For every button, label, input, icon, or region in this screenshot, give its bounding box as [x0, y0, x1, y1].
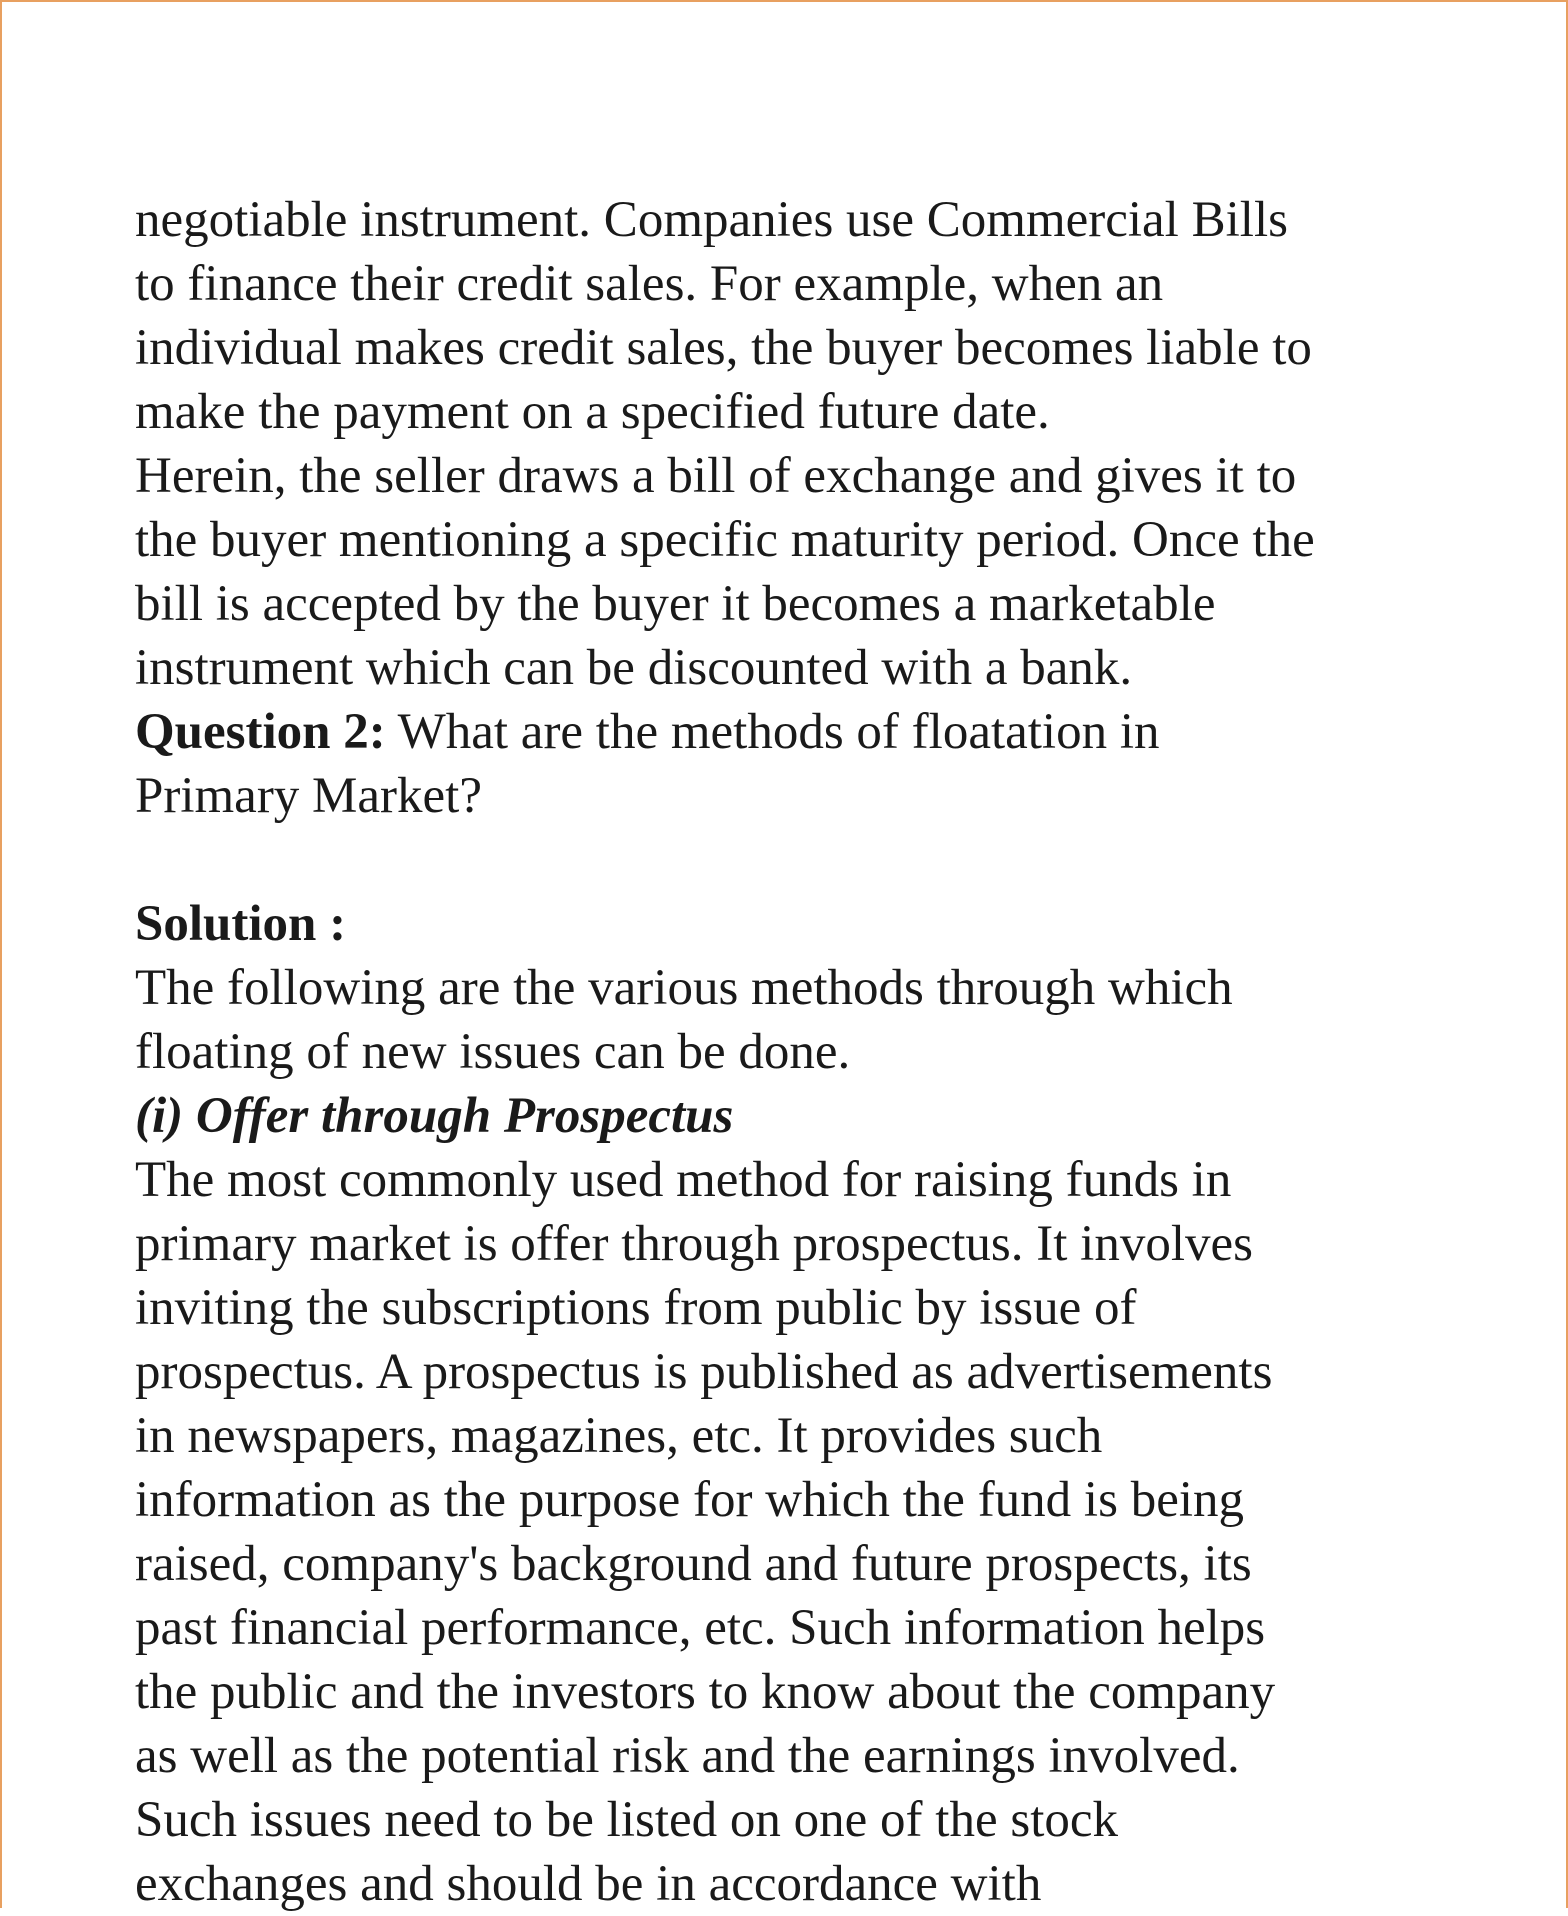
text-line: information as the purpose for which the fund is being [135, 1472, 1245, 1528]
question-text: What are the methods of floatation in [385, 704, 1160, 760]
text-line: as well as the potential risk and the earnings involved. [135, 1728, 1240, 1784]
spacer [135, 828, 1465, 892]
text-line: instrument which can be discounted with a bank. [135, 640, 1133, 696]
text-line: make the payment on a specified future date. [135, 384, 1050, 440]
text-line: the buyer mentioning a specific maturity period. Once the [135, 512, 1315, 568]
paragraph-commercial-bills [135, 188, 1465, 444]
question-label: Question 2: [135, 704, 386, 760]
solution-intro [135, 956, 1465, 1084]
text-line: in newspapers, magazines, etc. It provides such [135, 1408, 1103, 1464]
text-line: Herein, the seller draws a bill of exchange and gives it to [135, 448, 1297, 504]
question-line [135, 700, 1465, 764]
document-body [135, 188, 1465, 1916]
text-line: Such issues need to be listed on one of the stock [135, 1792, 1118, 1848]
question-block [135, 700, 1465, 828]
text-line: past financial performance, etc. Such information helps [135, 1600, 1266, 1656]
text-line: the public and the investors to know about the company [135, 1664, 1276, 1720]
paragraph-prospectus [135, 1148, 1465, 1916]
text-line: prospectus. A prospectus is published as advertisements [135, 1344, 1273, 1400]
text-line: inviting the subscriptions from public by issue of [135, 1280, 1137, 1336]
text-line: floating of new issues can be done. [135, 1024, 851, 1080]
text-line: The following are the various methods through which [135, 960, 1233, 1016]
solution-heading: Solution : [135, 896, 347, 952]
question-text-continued: Primary Market? [135, 768, 482, 824]
paragraph-bill-of-exchange [135, 444, 1465, 700]
text-line: raised, company's background and future prospects, its [135, 1536, 1252, 1592]
subheading-offer-through-prospectus: (i) Offer through Prospectus [135, 1088, 734, 1144]
text-line: negotiable instrument. Companies use Commercial Bills [135, 192, 1288, 248]
text-line: primary market is offer through prospectus. It involves [135, 1216, 1253, 1272]
text-line: to finance their credit sales. For example, when an [135, 256, 1164, 312]
text-line: The most commonly used method for raising funds in [135, 1152, 1232, 1208]
text-line: individual makes credit sales, the buyer becomes liable to [135, 320, 1312, 376]
text-line: bill is accepted by the buyer it becomes a marketable [135, 576, 1216, 632]
text-line: exchanges and should be in accordance with [135, 1856, 1042, 1912]
